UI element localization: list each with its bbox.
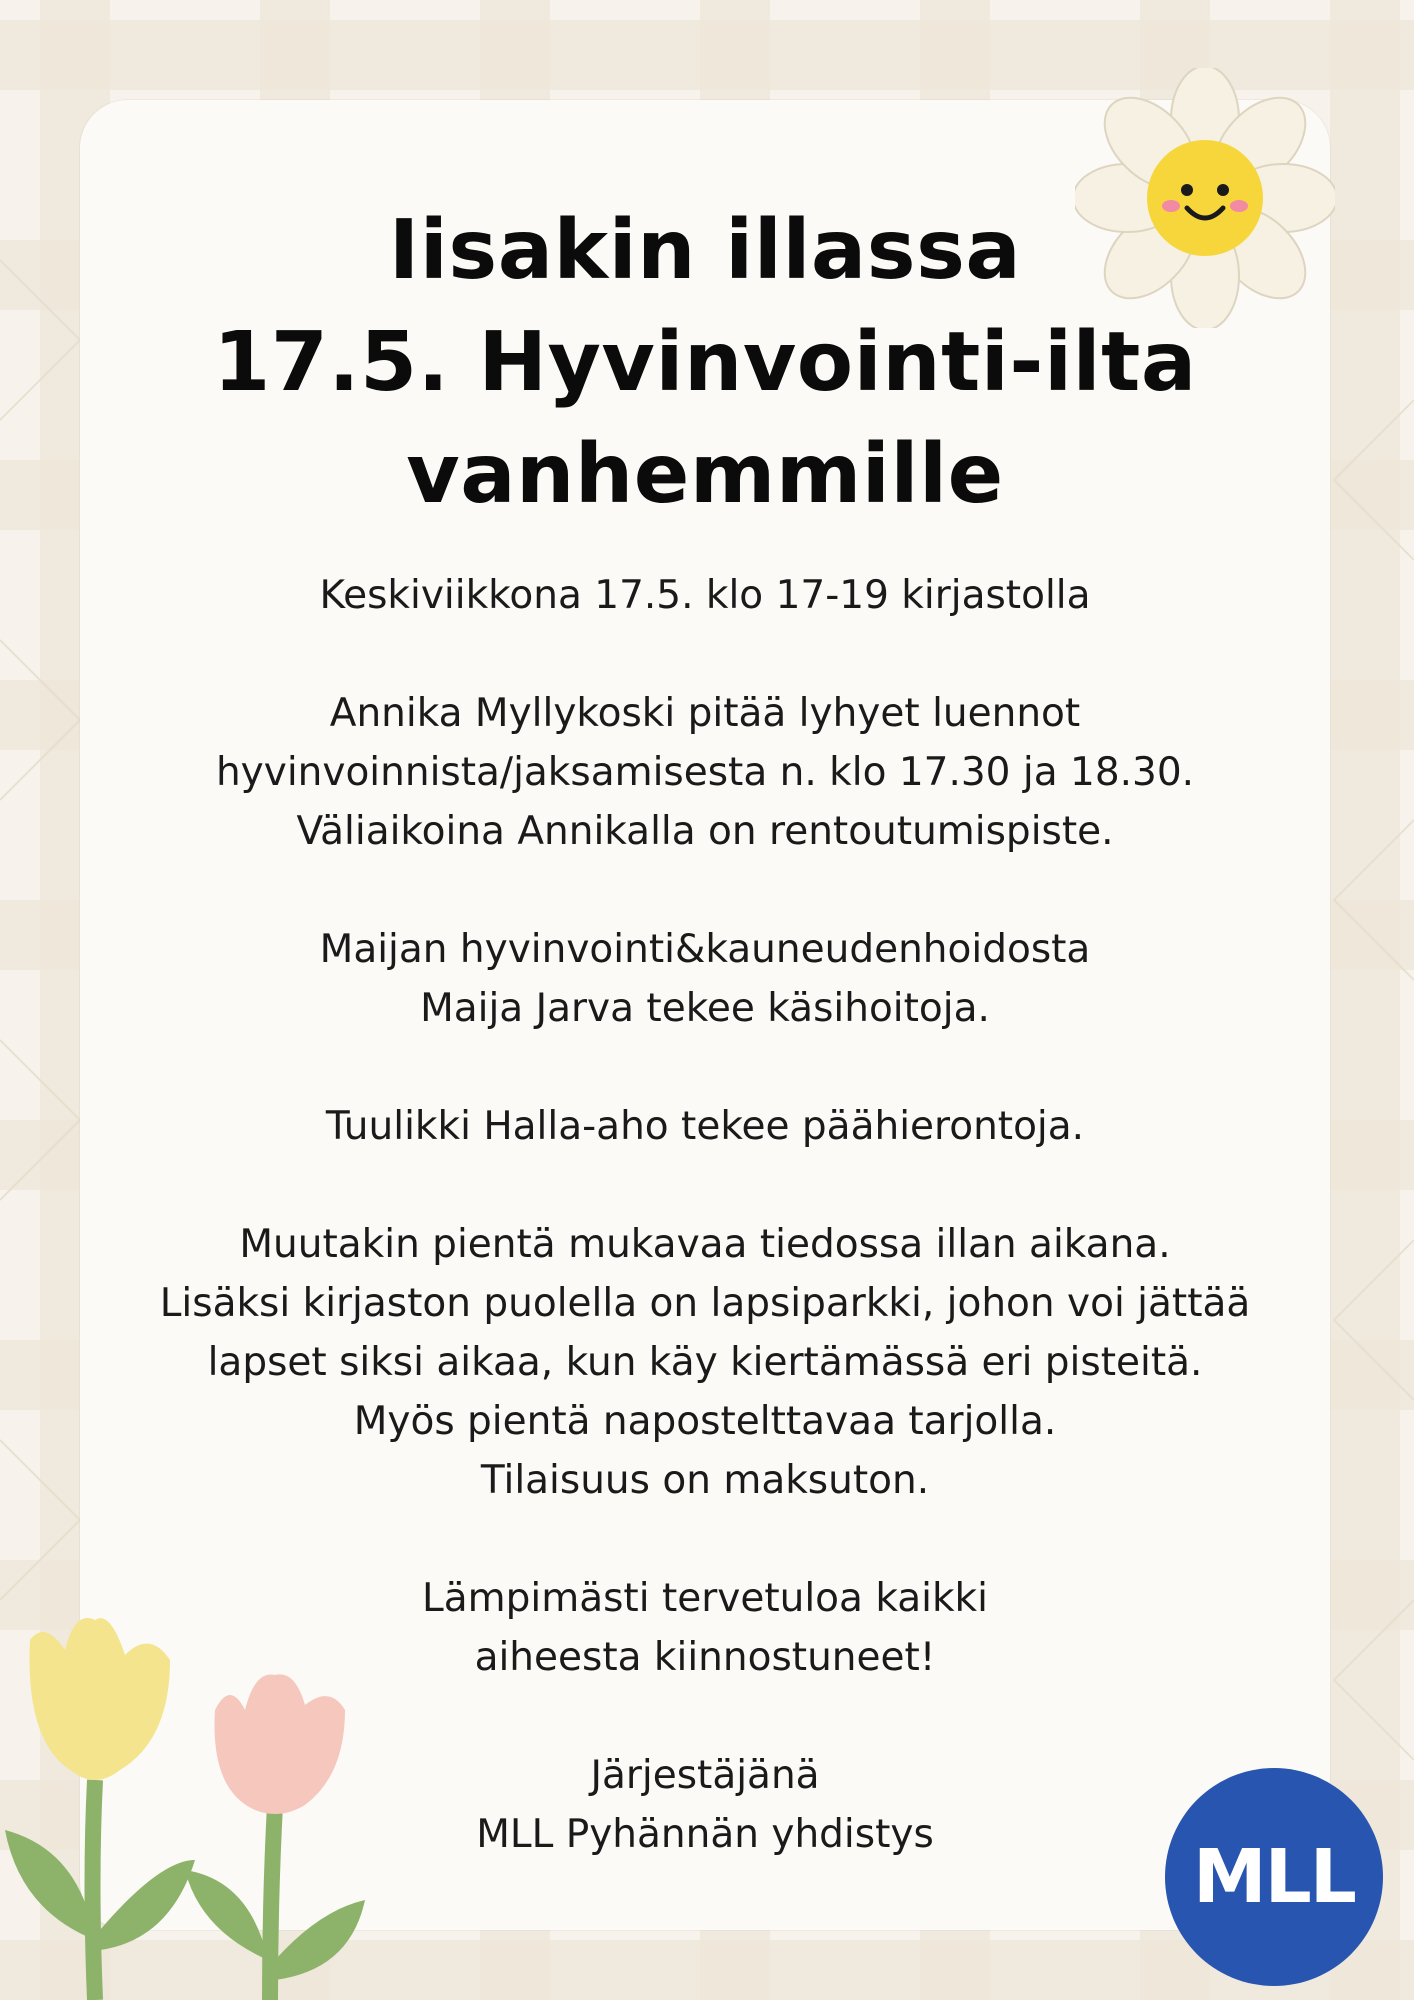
mll-logo <box>1165 1768 1383 1986</box>
text-line: Maijan hyvinvointi&kauneudenhoidosta <box>319 927 1091 972</box>
title-line-1: Iisakin illassa <box>388 203 1022 298</box>
paragraph-lectures <box>80 684 1330 861</box>
text-line: Tuulikki Halla-aho tekee päähierontoja. <box>325 1104 1085 1149</box>
paragraph-head-massage <box>80 1097 1330 1156</box>
paragraph-date-time <box>80 566 1330 625</box>
daisy-smiley-icon <box>1075 68 1335 328</box>
tulips-icon <box>0 1610 380 2000</box>
text-line: aiheesta kiinnostuneet! <box>474 1635 936 1680</box>
title-line-3: vanhemmille <box>406 427 1004 522</box>
paragraph-more-info <box>80 1215 1330 1510</box>
text-line: lapset siksi aikaa, kun käy kiertämässä eri pisteitä. <box>207 1340 1203 1385</box>
text-line: Maija Jarva tekee käsihoitoja. <box>420 986 990 1031</box>
text-line: hyvinvoinnista/jaksamisesta n. klo 17.30 ja 18.30. <box>215 750 1195 795</box>
logo-text: MLL <box>1193 1834 1355 1920</box>
text-line: Lisäksi kirjaston puolella on lapsiparkki, johon voi jättää <box>159 1281 1251 1326</box>
text-line: Keskiviikkona 17.5. klo 17-19 kirjastolla <box>319 573 1091 618</box>
text-line: Muutakin pientä mukavaa tiedossa illan aikana. <box>239 1222 1171 1267</box>
text-line: Lämpimästi tervetuloa kaikki <box>422 1576 988 1621</box>
text-line: Tilaisuus on maksuton. <box>480 1458 930 1503</box>
text-line: Järjestäjänä <box>590 1753 820 1798</box>
text-line: Väliaikoina Annikalla on rentoutumispiste. <box>296 809 1114 854</box>
text-line: Myös pientä napostelttavaa tarjolla. <box>353 1399 1057 1444</box>
paragraph-hand-care <box>80 920 1330 1038</box>
title-line-2: 17.5. Hyvinvointi-ilta <box>213 315 1197 410</box>
text-line: MLL Pyhännän yhdistys <box>476 1812 934 1857</box>
text-line: Annika Myllykoski pitää lyhyet luennot <box>329 691 1081 736</box>
